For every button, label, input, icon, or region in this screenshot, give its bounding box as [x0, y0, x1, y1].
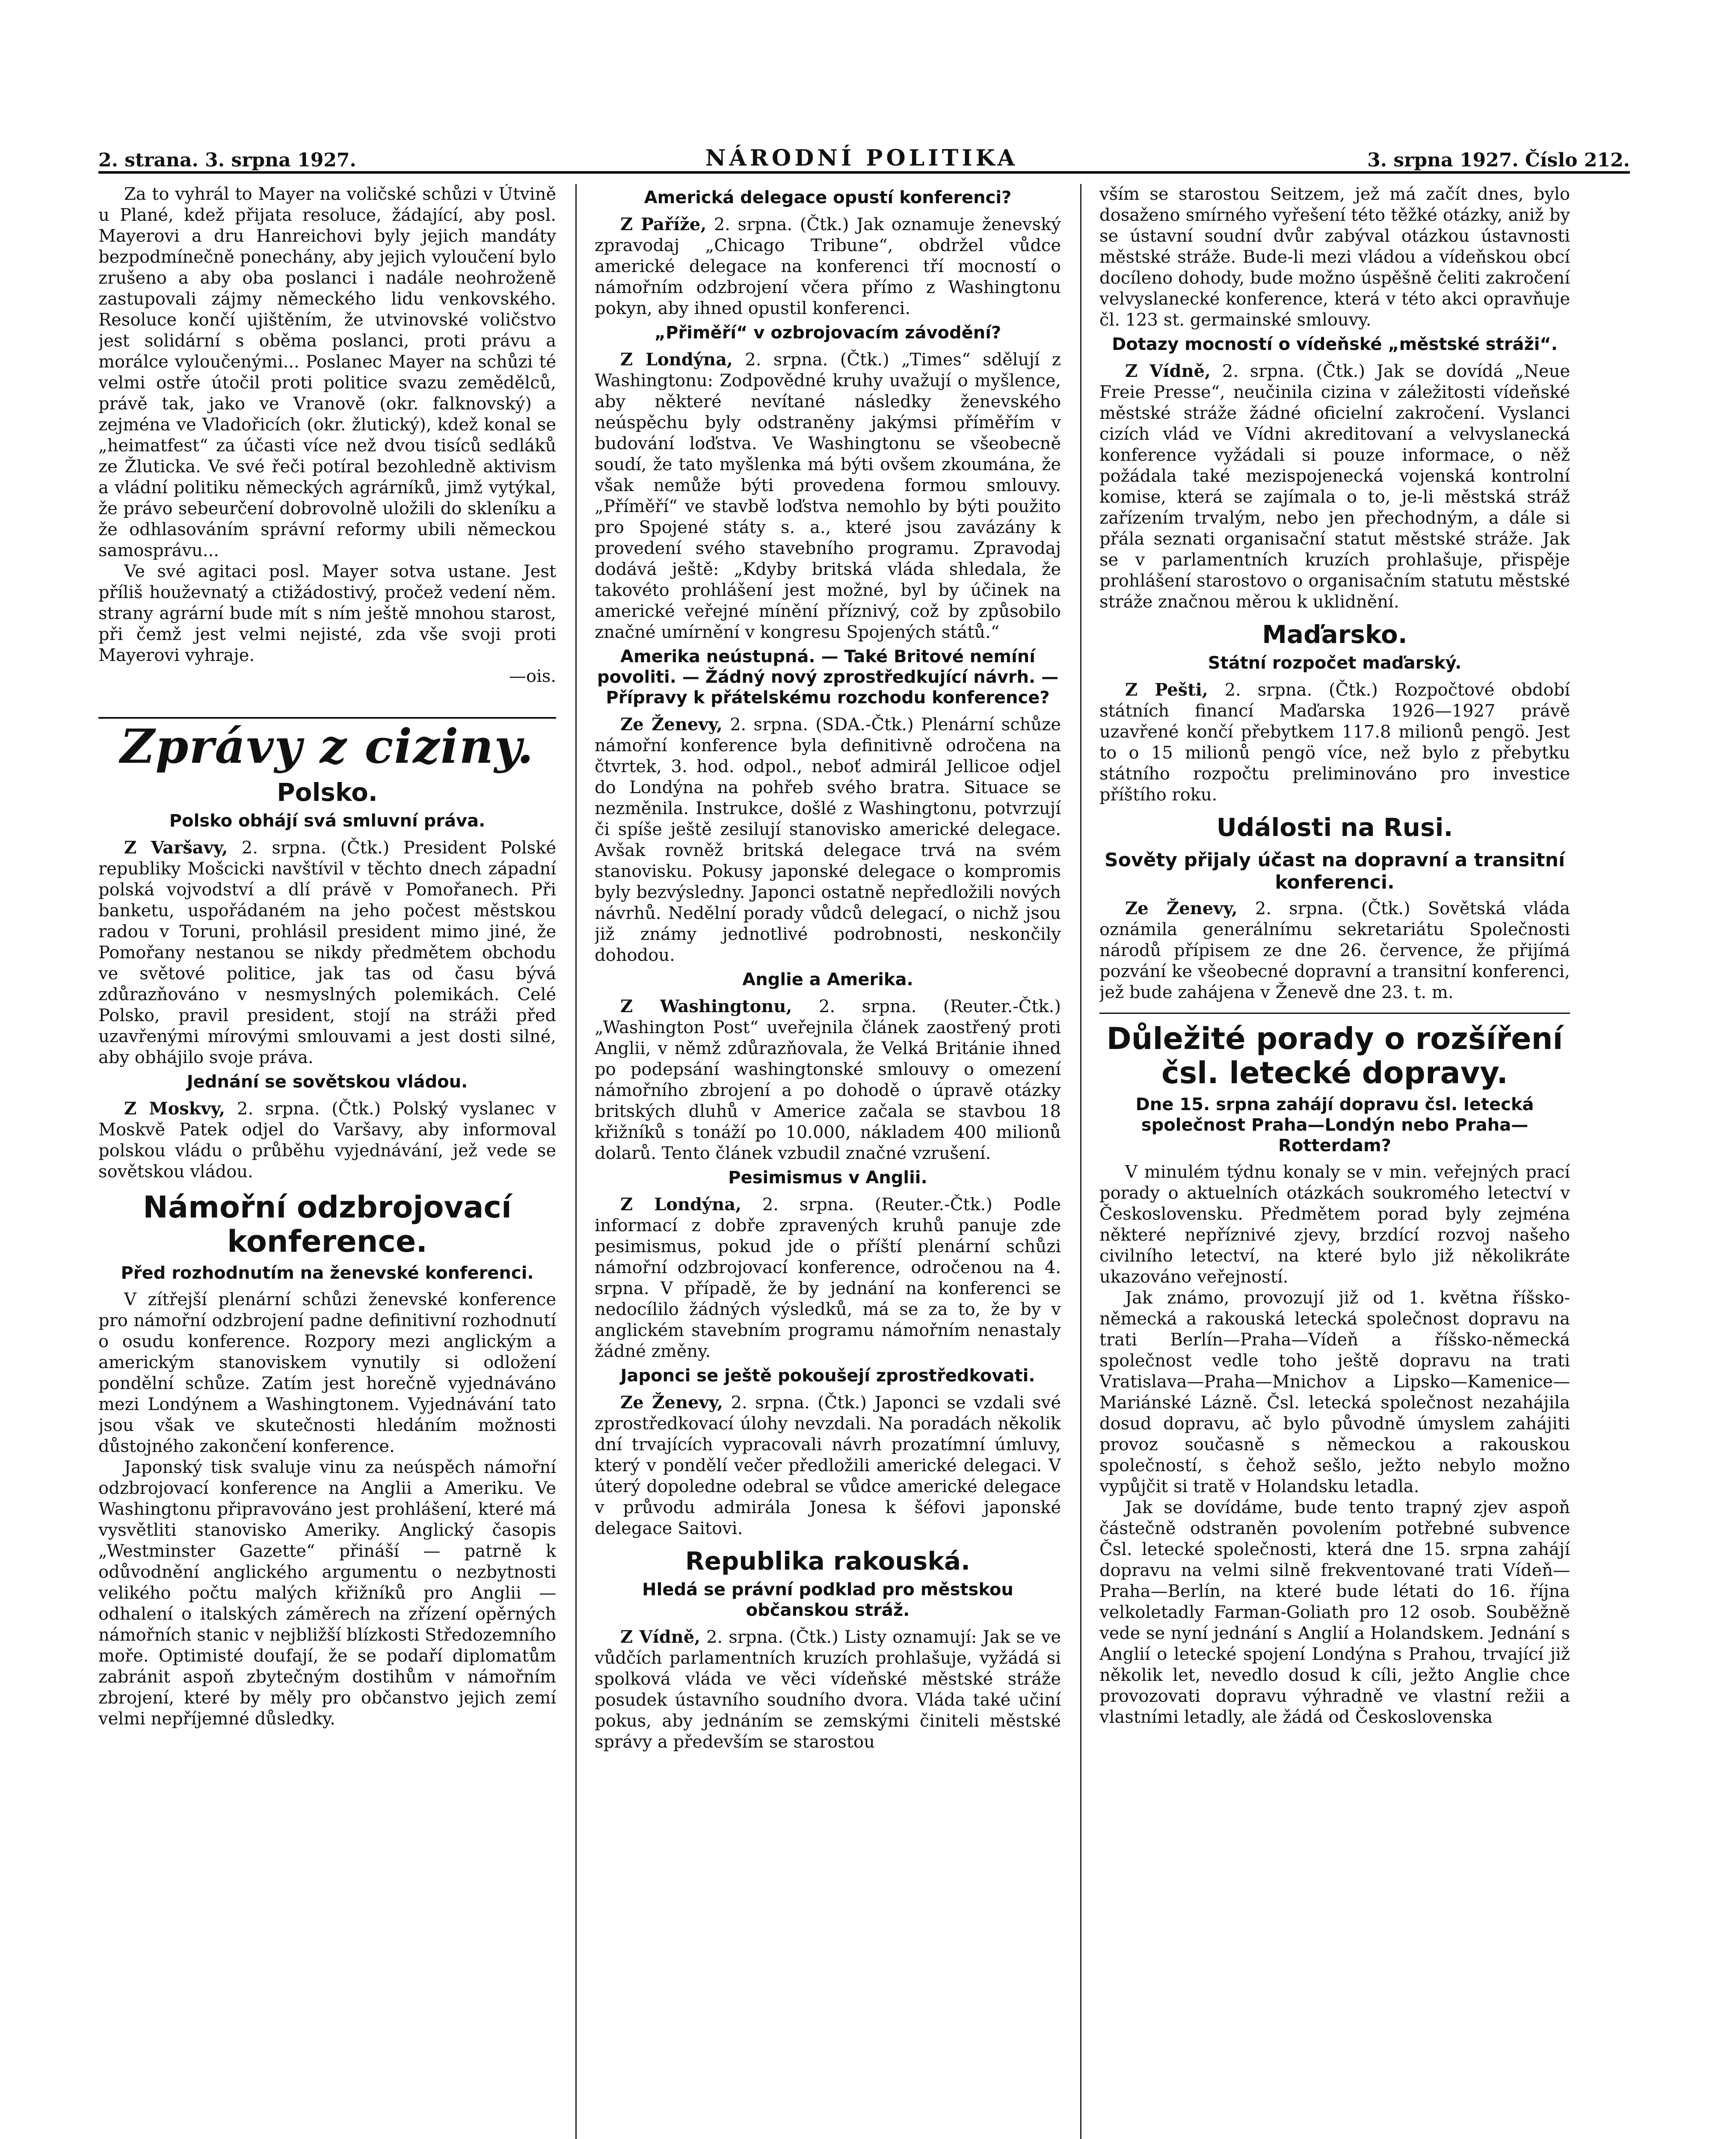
dateline: Ze Ženevy,: [1125, 898, 1238, 918]
article-headline: Amerika neústupná. — Také Britové nemíní povoliti. — Žádný nový zprostředkující návrh. — Přípravy k přátelskému rozchodu konference?: [597, 647, 1059, 708]
article-paragraph: Ze Ženevy, 2. srpna. (Čtk.) Japonci se vzdali své zprostředkovací úlohy nevzdali. Na poradách několik dní trvajících vypracovali návrh prozatímní úmluvy, který v pondělí večer předložili americké delegaci. V úterý dopoledne odebral se vůdce americké delegace v průvodu admirála Jonesa k šéfovi japonské delegace Saitovi.: [595, 1392, 1061, 1538]
article-subheadline: Sověty přijaly účast na dopravní a transitní konferenci.: [1104, 849, 1565, 893]
dateline: Ze Ženevy,: [620, 714, 723, 735]
article-headline: Anglie a Amerika.: [742, 970, 913, 990]
dateline: Z Pešti,: [1125, 680, 1208, 700]
article-paragraph: Z Vídně, 2. srpna. (Čtk.) Jak se dovídá „Neue Freie Presse“, neučinila cizina v záležitosti vídeňské městské stráže žádné oficielní zakročení. Vyslanci cizích vlád ve Vídni akreditovaní a velvyslanecká konference vyžádali si pouze informace, o něž požádala také mezispojenecká vojenská kontrolní komise, která se zajímala o to, je-li městská stráž zařízením trvalým, nebo jen přechodným, a dále si přála seznati organisační statut městské stráže. Jak se v parlamentních kruzích prohlašuje, přispěje prohlášení starostovo o organisačním statutu městské stráže značnou měrou k uklidnění.: [1099, 361, 1570, 612]
dateline: Z Vídně,: [1125, 361, 1211, 381]
article-paragraph: Z Londýna, 2. srpna. (Čtk.) „Times“ sdělují z Washingtonu: Zodpovědné kruhy uvažují o myšlence, aby některé nevítané následky ženevského neúspěchu byly odstraněny jakýmsi příměřím v budování loďstva. Ve Washingtonu se všeobecně soudí, že tato myšlenka má býti ovšem zkoumána, že však nemůže býti provedena formou smlouvy. „Příměří“ ve stavbě loďstva nemohlo by býti použito pro Spojené státy s. a., které jsou zavázány k provedení svého stavebního programu. Zpravodaj dodává ještě: „Kdyby britská vláda shledala, že takovéto prohlášení jest možné, byl by účinek na americké veřejné mínění příznivý, což by způsobilo značné umírnění v kongresu Spojených států.“: [595, 350, 1061, 642]
article-paragraph: V minulém týdnu konaly se v min. veřejných prací porady o aktuelních otázkách soukromého letectví v Československu. Předmětem porad byly zejména některé nepříznivé zjevy, brzdící rozvoj našeho civilního letectví, na které bylo již několikráte ukazováno veřejností.: [1099, 1162, 1570, 1287]
article-signature: —ois.: [509, 667, 556, 686]
article-paragraph: Jak známo, provozují již od 1. května říšsko-německá a rakouská letecká společnost dopravu na trati Berlín—Praha—Vídeň a říšsko-německá společnost vedle toho ještě dopravu na trati Vratislava—Praha—Mnichov a Lipsko—Kamenice—Mariánské Lázně. Čsl. letecká společnost nezahájila dosud dopravu, ač bylo původně úmyslem zahájiti provoz současně s německou a rakouskou společností, s čehož sešlo, ježto nebylo možno vypůjčit si tratě v Holandsku letadla.: [1099, 1288, 1570, 1496]
column-divider: [1080, 184, 1081, 2139]
header-left: 2. strana. 3. srpna 1927.: [98, 149, 356, 171]
column-2: [595, 184, 1061, 2139]
article-paragraph: Z Moskvy, 2. srpna. (Čtk.) Polský vyslanec v Moskvě Patek odjel do Varšavy, aby informoval polskou vládu o průběhu vyjednávání, jež vede se sovětskou vládou.: [98, 1099, 556, 1182]
article-paragraph: Ve své agitaci posl. Mayer sotva ustane. Jest příliš houževnatý a ctižádostivý, pročež vedení něm. strany agrární bude mít s ním ještě mnohou starost, při čemž jest velmi nejisté, zda vše svoji proti Mayerovi vyhraje.: [98, 562, 556, 665]
article-paragraph: Z Londýna, 2. srpna. (Reuter.-Čtk.) Podle informací z dobře zpravených kruhů panuje zde pesimismus, pokud jde o příští plenární schůzi námořní odzbrojovací konference, odročenou na 4. srpna. V případě, že by jednání na konferenci se nedocílilo žádných výsledků, má se za to, že by v anglickém stavebním programu námořním nenastaly žádné změny.: [595, 1194, 1061, 1361]
header-right: 3. srpna 1927. Číslo 212.: [1367, 149, 1630, 171]
dateline: Z Paříže,: [620, 214, 707, 234]
article-headline: Dotazy mocností o vídeňské „městské stráži“.: [1112, 335, 1558, 354]
article-paragraph: Z Pešti, 2. srpna. (Čtk.) Rozpočtové období státních financí Maďarska 1926—1927 právě uzavřené končí přebytkem 117.8 milionů pengö. Jest to o 15 milionů pengö více, než bylo z přebytku státního rozpočtu preliminováno pro investice příštího roku.: [1099, 680, 1570, 805]
article-paragraph: Ze Ženevy, 2. srpna. (SDA.-Čtk.) Plenární schůze námořní konference byla definitivně odročena na čtvrtek, 3. hod. odpol., neboť admirál Jellicoe odjel do Londýna na pohřeb svého bratra. Situace se nezměnila. Instrukce, došlé z Washingtonu, potvrzují či spíše ještě zesilují stanovisko americké delegace. Avšak rovněž britská delegace trvá na svém stanovisku. Pokusy japonské delegace o kompromis byly bezvýsledny. Japonci ostatně nepředložili nových návrhů. Nedělní porady vůdců delegací, o nichž jsou již známy jednotlivé podrobnosti, neskončily dohodou.: [595, 714, 1061, 965]
columns: [98, 184, 1630, 2139]
article-headline: „Přiměří“ v ozbrojovacím závodění?: [654, 323, 1001, 343]
country-heading: Maďarsko.: [1262, 620, 1407, 649]
dateline: Z Londýna,: [620, 1194, 742, 1215]
column-1: [98, 184, 556, 2139]
dateline: Z Moskvy,: [124, 1099, 225, 1119]
article-paragraph: V zítřejší plenární schůzi ženevské konference pro námořní odzbrojení padne definitivní rozhodnutí o osudu konference. Rozpory mezi anglickým a americkým stanoviskem vynutily si odložení pondělní schůze. Zatím jest horečně vyjednáváno mezi Londýnem a Washingtonem. Vyjednávání tato jsou však ve skutečnosti hledáním možnosti důstojného zakončení konference.: [98, 1290, 556, 1456]
section-title: Zprávy z ciziny.: [98, 717, 556, 757]
article-paragraph: Z Vídně, 2. srpna. (Čtk.) Listy oznamují: Jak se ve vůdčích parlamentních kruzích prohlašuje, vyžádá si spolková vláda ve věci vídeňské městské stráže posudek ústavního soudního dvora. Vláda také učiní pokus, aby jednáním se zemskými činiteli městské správy a především se starostou: [595, 1627, 1061, 1752]
article-divider: [1099, 1013, 1570, 1014]
column-divider: [575, 184, 577, 2139]
article-headline: Japonci se ještě pokoušejí zprostředkovati.: [620, 1366, 1035, 1386]
article-subheadline: Před rozhodnutím na ženevské konferenci.: [121, 1263, 534, 1283]
article-paragraph: Jak se dovídáme, bude tento trapný zjev aspoň částečně odstraněn povolením potřebné subvence Čsl. letecké společnosti, která dne 15. srpna zahájí dopravu na velmi silně frekventované trati Vídeň—Praha—Berlín, na které bude létati do 16. října velkoletadly Farman-Goliath pro 12 osob. Souběžně vede se nyní jednání s Anglií a Holandskem. Jednání s Anglií o letecké spojení Londýna s Prahou, trvající již několik let, nevedlo dosud k cíli, ježto Anglie chce provozovati dopravu výhradně ve vlastní režii a vlastními letadly, ale žádá od Československa: [1099, 1498, 1570, 1727]
article-headline: Americká delegace opustí konferenci?: [644, 188, 1012, 207]
column-3: [1099, 184, 1570, 2139]
article-headline: Pesimismus v Anglii.: [728, 1168, 927, 1188]
article-headline: Důležité porady o rozšíření čsl. letecké dopravy.: [1106, 1021, 1563, 1090]
article-paragraph: Z Paříže, 2. srpna. (Čtk.) Jak oznamuje ženevský zpravodaj „Chicago Tribune“, obdržel vůdce americké delegace na konferenci tří mocností o námořním odzbrojení včera přímo z Washingtonu pokyn, aby ihned opustil konferenci.: [595, 214, 1061, 318]
article-headline: Námořní odzbrojovací konference.: [143, 1190, 512, 1259]
article-paragraph: Za to vyhrál to Mayer na voličské schůzi v Útvině u Plané, kdež přijata resoluce, žádající, aby posl. Mayerovi a dru Hanreichovi byly jejich mandáty bezpodmínečně ponechány, aby jejich vyloučení bylo zrušeno a aby oba poslanci i nadále neohroženě zastupovali zájmy německého lidu venkovského. Resoluce končí ujištěním, že utvinovské voličstvo jest solidární s oběma poslanci, proti právu a morálce vyloučenými... Poslanec Mayer na schůzi té velmi ostře útočil proti politice svazu zemědělců, právě tak, jako ve Vranově (okr. falknovský) a zejména ve Vladořicích (okr. žlutický), kdež konal se „heimatfest“ za účasti více než dvou tisíců sedláků ze Žluticka. Ve své řeči potíral bezohledně aktivism a vládní politiku německých agrárníků, jimž vytýkal, že právo sebeurčení dobrovolně uložili do skleníku a že odhlasováním správní reformy ubili německou samosprávu...: [98, 184, 556, 560]
article-headline: Události na Rusi.: [1216, 813, 1453, 842]
newspaper-page: [98, 141, 1630, 2139]
article-paragraph: vším se starostou Seitzem, jež má začít dnes, bylo dosaženo smírného vyřešení této těžké otázky, aniž by se ústavní soudní dvůr zabýval otázkou ústavnosti městské stráže. Bude-li mezi vládou a vídeňskou obcí docíleno dohody, bude možno úspěšně čeliti zakročení velvyslanecké konference, která v této akci opravňuje čl. 123 st. germainské smlouvy.: [1099, 184, 1570, 330]
article-paragraph: Japonský tisk svaluje vinu za neúspěch námořní odzbrojovací konference na Anglii a Ameriku. Ve Washingtonu připravováno jest prohlášení, které má vysvětliti stanovisko Ameriky. Anglický časopis „Westminster Gazette“ přináší — patrně k odůvodnění anglického argumentu o nezbytnosti velikého počtu malých křižníků pro Anglii — odhalení o italských záměrech na zřízení opěrných námořních stanic v nejbližší blízkosti Středozemního moře. Optimisté doufají, že se podaří diplomatům zabránit aspoň zbytečným dostihům v námořním zbrojení, které by měly pro občanstvo jejich zemí velmi nepříjemné důsledky.: [98, 1458, 556, 1729]
page-header: [98, 141, 1630, 174]
dateline: Z Varšavy,: [124, 838, 228, 858]
dateline: Z Londýna,: [620, 350, 733, 370]
dateline: Z Vídně,: [620, 1627, 701, 1647]
article-subheadline: Dne 15. srpna zahájí dopravu čsl. letecká společnost Praha—Londýn nebo Praha—Rotterdam?: [1135, 1095, 1534, 1155]
article-headline: Státní rozpočet maďarský.: [1208, 653, 1462, 673]
article-paragraph: Z Varšavy, 2. srpna. (Čtk.) President Polské republiky Mošcicki navštívil v těchto dnech západní polská vojvodství a dlí právě v Pomořanech. Při banketu, uspořádaném na jeho počest městskou radou v Toruni, prohlásil president mimo jiné, že Pomořany nestanou se nikdy předmětem obchodu ve světové politice, jak tas od času bývá zdůrazňováno v nesmyslných polemikách. Celé Polsko, pravil president, stojí na stráži před uzavřenými mírovými smlouvami a jest dosti silné, aby obhájilo svoje práva.: [98, 838, 556, 1067]
article-headline: Jednání se sovětskou vládou.: [187, 1072, 468, 1092]
dateline: Z Washingtonu,: [620, 996, 792, 1016]
country-heading: Republika rakouská.: [685, 1546, 971, 1576]
dateline: Ze Ženevy,: [620, 1392, 723, 1413]
masthead: NÁRODNÍ POLITIKA: [705, 145, 1018, 171]
article-paragraph: Ze Ženevy, 2. srpna. (Čtk.) Sovětská vláda oznámila generálnímu sekretariátu Společnosti národů přípisem ze dne 26. července, že přijímá pozvání ke všeobecné dopravní a transitní konferenci, jež bude zahájena v Ženevě dne 23. t. m.: [1099, 898, 1570, 1002]
article-headline: Hledá se právní podklad pro městskou občanskou stráž.: [642, 1580, 1013, 1620]
article-paragraph: Z Washingtonu, 2. srpna. (Reuter.-Čtk.) „Washington Post“ uveřejnila článek zaostřený proti Anglii, v němž zdůrazňovala, že Velká Británie ihned po podepsání washingtonské smlouvy o omezení námořního zbrojení a po dohodě o úpravě otázky britských dluhů v Americe začala se stavbou 18 křižníků s tonáží po 10.000, nákladem 400 milionů dolarů. Tento článek vzbudil značné vzrušení.: [595, 996, 1061, 1163]
country-heading: Polsko.: [277, 778, 378, 807]
article-headline: Polsko obhájí svá smluvní práva.: [169, 811, 486, 831]
